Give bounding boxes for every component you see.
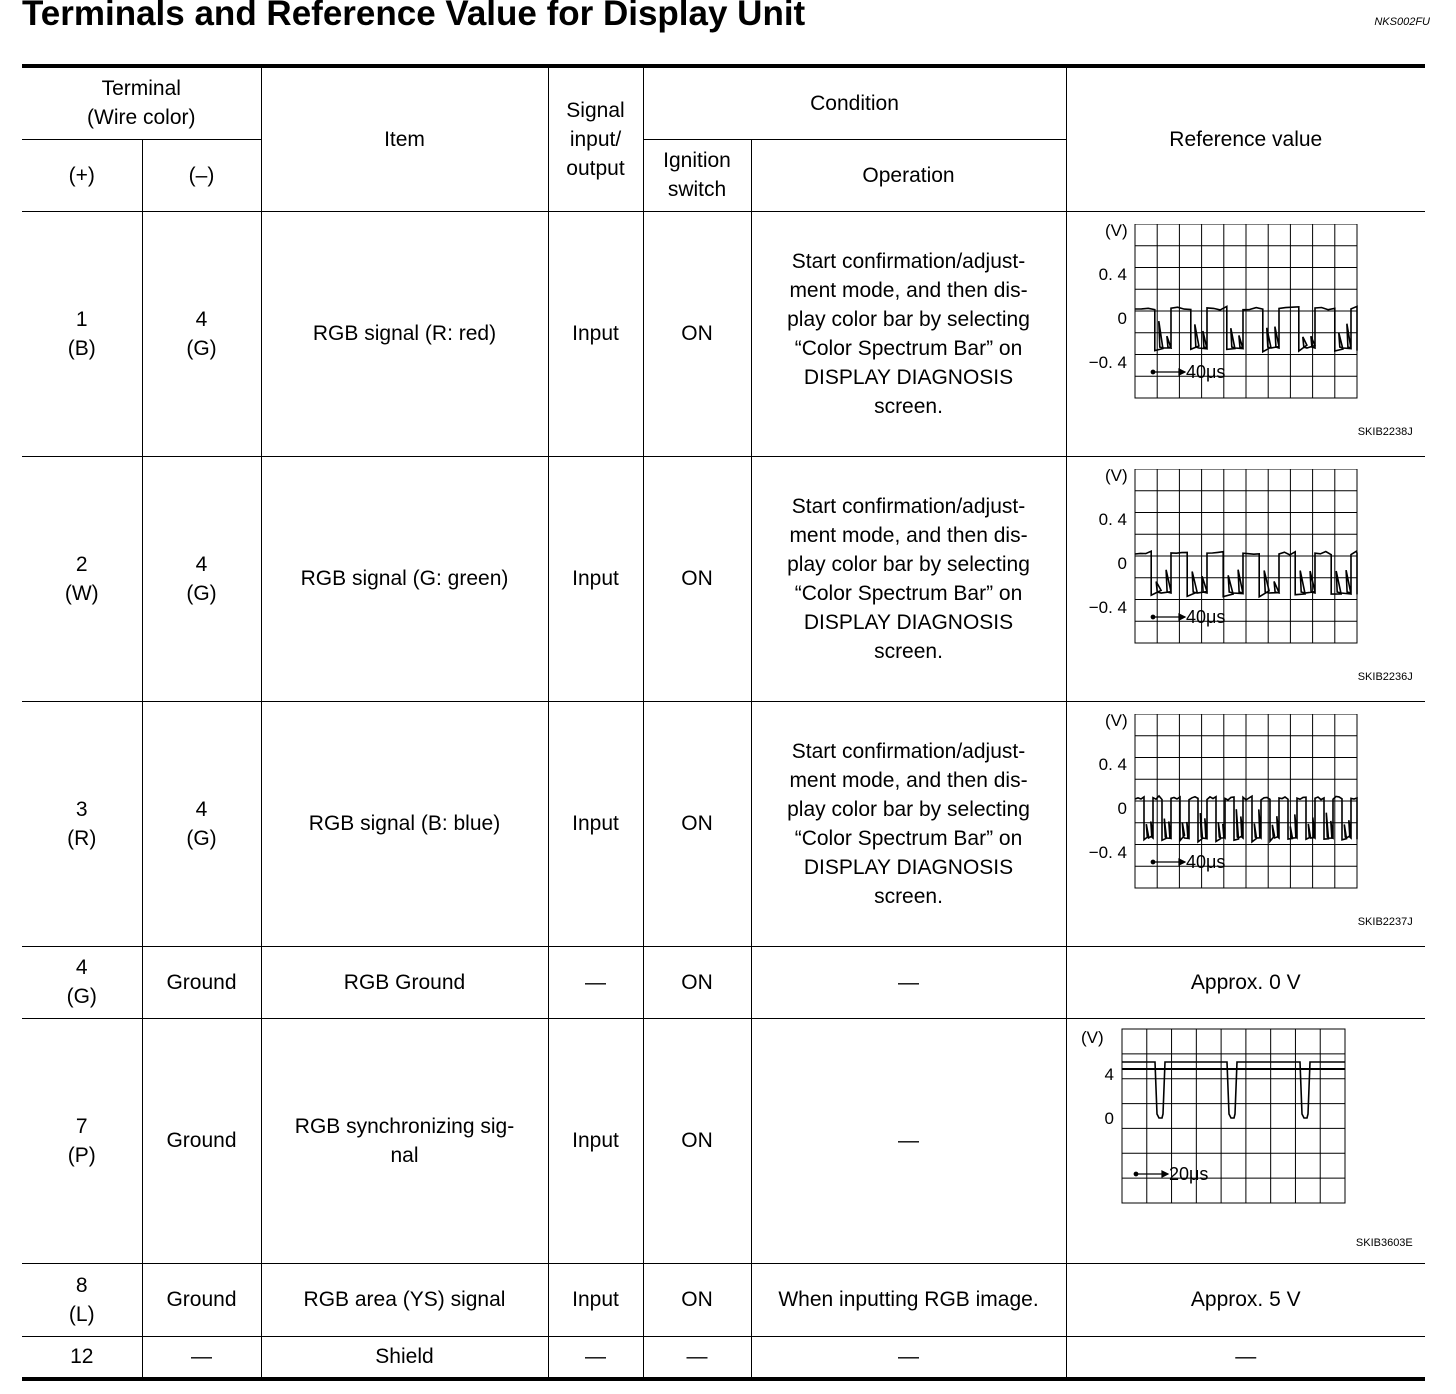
terminal-minus-line: 4	[195, 552, 208, 576]
terminal-plus-line: 2	[75, 552, 88, 576]
y-unit-label: (V)	[1104, 468, 1128, 485]
table-row	[22, 946, 1425, 1018]
terminal-plus-line: 1	[75, 307, 88, 331]
terminal-plus-cell	[22, 456, 142, 701]
y-tick-label: −0. 4	[1088, 842, 1127, 862]
y-unit-label: (V)	[1080, 1027, 1104, 1047]
operation-line: DISPLAY DIAGNOSIS	[803, 610, 1014, 634]
item-line: RGB signal (R: red)	[312, 322, 497, 345]
time-scale-label: 20μs	[1168, 1163, 1209, 1184]
terminal-minus-line: Ground	[166, 970, 237, 994]
terminal-table	[22, 64, 1425, 1381]
header-ignition-line-2: switch	[667, 178, 727, 201]
table-row	[22, 1336, 1425, 1379]
item-line: RGB area (YS) signal	[303, 1288, 506, 1311]
header-reference: Reference value	[1066, 66, 1425, 211]
item-cell	[261, 1018, 548, 1263]
terminal-plus-cell	[22, 1336, 142, 1379]
terminal-minus-cell	[142, 946, 261, 1018]
terminal-minus-line: Ground	[166, 1288, 237, 1311]
header-signal-line-1: Signal	[566, 98, 625, 122]
terminal-minus-line: 4	[195, 797, 208, 821]
terminal-plus-line: (G)	[66, 985, 97, 1008]
y-unit-label: (V)	[1104, 713, 1128, 730]
oscilloscope-figure	[1077, 714, 1415, 934]
ignition-cell: ON	[643, 946, 751, 1018]
y-tick-label: 0. 4	[1098, 264, 1127, 284]
time-scale-marker	[1151, 859, 1185, 865]
terminal-minus-cell	[142, 1018, 261, 1263]
header-terminal-line-2: (Wire color)	[87, 106, 196, 130]
table-row	[22, 456, 1425, 701]
operation-line: Start confirmation/adjust-	[791, 249, 1026, 273]
figure-code: SKIB2237J	[1357, 915, 1413, 928]
header-operation: Operation	[751, 139, 1066, 211]
waveform-chart	[1077, 469, 1415, 669]
header-ignition	[643, 139, 751, 211]
operation-line: When inputting RGB image.	[778, 1288, 1039, 1311]
y-tick-label: 4	[1104, 1064, 1114, 1084]
header-signal	[548, 66, 643, 211]
terminal-plus-line: (R)	[67, 826, 97, 850]
operation-cell	[751, 456, 1066, 701]
y-tick-label: −0. 4	[1088, 597, 1127, 617]
signal-cell: Input	[548, 211, 643, 456]
terminal-minus-cell	[142, 1336, 261, 1379]
ignition-cell: ON	[643, 211, 751, 456]
header-terminal-line-1: Terminal	[101, 77, 181, 101]
ignition-cell: ON	[643, 1263, 751, 1336]
time-scale-marker	[1134, 1171, 1168, 1177]
item-cell	[261, 456, 548, 701]
y-tick-label: 0	[1117, 308, 1127, 328]
operation-line: Start confirmation/adjust-	[791, 739, 1026, 763]
header-terminal	[22, 66, 261, 139]
waveform-chart	[1077, 224, 1415, 424]
signal-cell: Input	[548, 1263, 643, 1336]
reference-cell	[1066, 211, 1425, 456]
terminal-plus-line: 8	[75, 1273, 88, 1297]
item-line: Shield	[375, 1345, 434, 1369]
y-tick-label: 0	[1104, 1108, 1114, 1128]
reference-cell: Approx. 5 V	[1066, 1263, 1425, 1336]
page-title: Terminals and Reference Value for Display Unit	[22, 0, 806, 33]
terminal-plus-cell	[22, 1263, 142, 1336]
reference-cell	[1066, 456, 1425, 701]
y-tick-label: 0. 4	[1098, 754, 1127, 774]
ignition-cell: —	[643, 1336, 751, 1379]
header-item: Item	[261, 66, 548, 211]
terminal-minus-line: (G)	[186, 581, 217, 605]
item-line: RGB signal (B: blue)	[308, 812, 501, 835]
terminal-minus-line: —	[191, 1345, 212, 1369]
terminal-plus-line: 3	[75, 797, 88, 821]
signal-cell: —	[548, 946, 643, 1018]
y-tick-label: 0	[1117, 553, 1127, 573]
signal-cell: Input	[548, 456, 643, 701]
operation-line: play color bar by selecting	[787, 797, 1030, 821]
terminal-minus-line: (G)	[186, 826, 217, 850]
operation-line: screen.	[874, 639, 943, 663]
item-line: RGB synchronizing sig-	[294, 1114, 515, 1138]
header-condition: Condition	[643, 66, 1066, 139]
terminal-minus-cell	[142, 211, 261, 456]
oscilloscope-figure	[1077, 224, 1415, 444]
terminal-plus-line: (P)	[67, 1143, 96, 1167]
signal-cell: Input	[548, 1018, 643, 1263]
item-cell	[261, 1263, 548, 1336]
waveform-chart	[1077, 1027, 1415, 1207]
terminal-plus-line: (W)	[64, 581, 99, 605]
signal-cell: Input	[548, 701, 643, 946]
item-cell	[261, 946, 548, 1018]
figure-code: SKIB3603E	[1355, 1236, 1413, 1249]
ignition-cell: ON	[643, 701, 751, 946]
y-tick-label: 0	[1117, 798, 1127, 818]
y-tick-label: 0. 4	[1098, 509, 1127, 529]
signal-cell: —	[548, 1336, 643, 1379]
operation-cell	[751, 1336, 1066, 1379]
header-minus: (–)	[142, 139, 261, 211]
operation-line: DISPLAY DIAGNOSIS	[803, 855, 1014, 879]
item-line: RGB signal (G: green)	[300, 567, 509, 590]
terminal-plus-line: (B)	[67, 336, 96, 360]
terminal-plus-line: 7	[75, 1114, 88, 1138]
terminal-plus-cell	[22, 946, 142, 1018]
operation-line: play color bar by selecting	[787, 552, 1030, 576]
item-cell	[261, 701, 548, 946]
terminal-minus-cell	[142, 701, 261, 946]
operation-line: screen.	[874, 394, 943, 418]
table-row	[22, 701, 1425, 946]
terminal-minus-line: (G)	[186, 336, 217, 360]
operation-line: —	[898, 1345, 919, 1369]
operation-line: ment mode, and then dis-	[789, 278, 1028, 302]
time-scale-label: 40μs	[1185, 606, 1226, 627]
item-line: nal	[390, 1143, 419, 1167]
time-scale-marker	[1151, 614, 1185, 620]
figure-code: SKIB2236J	[1357, 670, 1413, 683]
header-signal-line-2: input/	[569, 127, 622, 151]
reference-cell	[1066, 701, 1425, 946]
scope-grid	[1122, 1029, 1345, 1203]
operation-line: screen.	[874, 884, 943, 908]
table-row	[22, 211, 1425, 456]
table-row	[22, 1263, 1425, 1336]
operation-line: —	[898, 1129, 919, 1152]
operation-line: DISPLAY DIAGNOSIS	[803, 365, 1014, 389]
figure-code: SKIB2238J	[1357, 425, 1413, 438]
reference-cell: —	[1066, 1336, 1425, 1379]
header-signal-line-3: output	[566, 156, 625, 180]
terminal-minus-cell	[142, 1263, 261, 1336]
terminal-plus-line: (L)	[68, 1302, 95, 1326]
operation-line: ment mode, and then dis-	[789, 523, 1028, 547]
time-scale-label: 40μs	[1185, 851, 1226, 872]
terminal-minus-cell	[142, 456, 261, 701]
terminal-minus-line: Ground	[166, 1129, 237, 1152]
time-scale-marker	[1151, 369, 1185, 375]
operation-cell	[751, 946, 1066, 1018]
operation-line: ment mode, and then dis-	[789, 768, 1028, 792]
header-plus: (+)	[22, 139, 142, 211]
operation-cell	[751, 701, 1066, 946]
operation-line: “Color Spectrum Bar” on	[794, 581, 1023, 605]
y-tick-label: −0. 4	[1088, 352, 1127, 372]
item-cell	[261, 1336, 548, 1379]
operation-cell	[751, 1018, 1066, 1263]
oscilloscope-figure	[1077, 469, 1415, 689]
waveform-chart	[1077, 714, 1415, 914]
oscilloscope-figure	[1077, 1027, 1415, 1255]
header-ignition-line-1: Ignition	[663, 149, 731, 172]
document-code: NKS002FU	[1374, 16, 1430, 28]
operation-line: Start confirmation/adjust-	[791, 494, 1026, 518]
terminal-plus-cell	[22, 1018, 142, 1263]
ignition-cell: ON	[643, 1018, 751, 1263]
operation-cell	[751, 211, 1066, 456]
item-line: RGB Ground	[343, 970, 466, 994]
operation-cell	[751, 1263, 1066, 1336]
operation-line: —	[898, 970, 919, 994]
terminal-plus-cell	[22, 211, 142, 456]
operation-line: play color bar by selecting	[787, 307, 1030, 331]
terminal-plus-line: 12	[70, 1345, 94, 1369]
time-scale-label: 40μs	[1185, 361, 1226, 382]
table-row	[22, 1018, 1425, 1263]
signal-trace	[1122, 1062, 1345, 1118]
terminal-minus-line: 4	[195, 307, 208, 331]
reference-cell	[1066, 1018, 1425, 1263]
item-cell	[261, 211, 548, 456]
ignition-cell: ON	[643, 456, 751, 701]
reference-cell: Approx. 0 V	[1066, 946, 1425, 1018]
operation-line: “Color Spectrum Bar” on	[794, 336, 1023, 360]
terminal-plus-line: 4	[75, 956, 88, 979]
terminal-plus-cell	[22, 701, 142, 946]
y-unit-label: (V)	[1104, 223, 1128, 240]
operation-line: “Color Spectrum Bar” on	[794, 826, 1023, 850]
